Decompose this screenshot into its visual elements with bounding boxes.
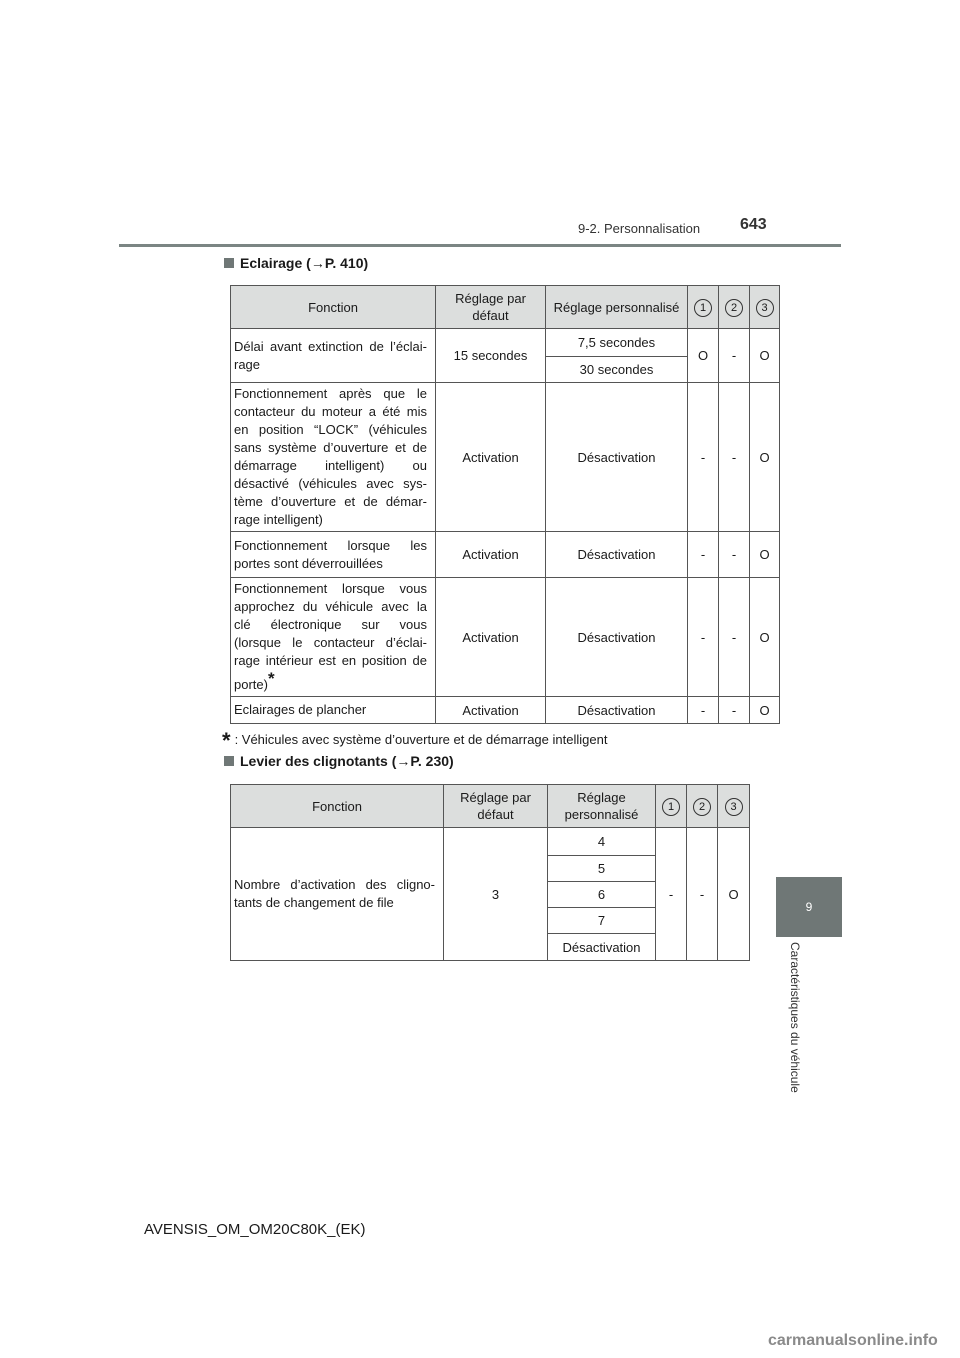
- cell-perso: Désactivation: [546, 532, 688, 578]
- footnote-marker: *: [267, 669, 275, 688]
- cell-perso: Désactivation: [546, 383, 688, 532]
- watermark: carmanualsonline.info: [768, 1332, 938, 1349]
- cell-perso: 6: [548, 882, 656, 908]
- circled-2-icon: 2: [725, 299, 743, 317]
- cell-c2: -: [719, 383, 750, 532]
- section-title-clignotants: [224, 753, 454, 769]
- cell-fonction: Délai avant extinction de l’éclai-rage: [231, 329, 436, 383]
- section-title-eclairage: [224, 255, 368, 271]
- cell-perso: 5: [548, 856, 656, 882]
- cell-defaut: Activation: [436, 578, 546, 697]
- cell-perso: 7,5 secondes: [546, 329, 688, 357]
- cell-c3: O: [718, 828, 750, 961]
- header-fonction: Fonction: [231, 785, 444, 828]
- section-title-text: Eclairage (→P. 410): [240, 255, 369, 271]
- cell-perso: Désactivation: [546, 578, 688, 697]
- cell-c3: O: [750, 329, 780, 383]
- circled-1-icon: 1: [694, 299, 712, 317]
- cell-defaut: 15 secondes: [436, 329, 546, 383]
- cell-c1: -: [688, 578, 719, 697]
- table-clignotants: [230, 784, 750, 961]
- cell-fonction: Nombre d’activation des cligno-tants de changement de file: [231, 828, 444, 961]
- chapter-number: 9: [805, 900, 813, 914]
- cell-c1: -: [688, 532, 719, 578]
- header-defaut: Réglage par défaut: [436, 286, 546, 329]
- circled-3-icon: 3: [756, 299, 774, 317]
- cell-perso: 30 secondes: [546, 357, 688, 383]
- cell-perso: Désactivation: [546, 697, 688, 724]
- cell-fonction: Eclairages de plancher: [231, 697, 436, 724]
- circled-2-icon: 2: [693, 798, 711, 816]
- chapter-label: Caractéristiques du véhicule: [788, 942, 802, 1093]
- cell-fonction-text: Fonctionnement lorsque vous approchez du véhicule avec la clé électronique sur vous (lorsque le contacteur d’éclai-rage intérieur est en position de porte): [234, 581, 427, 692]
- chapter-tab: [776, 877, 842, 937]
- header-defaut: Réglage par défaut: [444, 785, 548, 828]
- cell-defaut: Activation: [436, 697, 546, 724]
- cell-fonction: [231, 578, 436, 697]
- cell-c1: O: [688, 329, 719, 383]
- cell-c3: O: [750, 532, 780, 578]
- circled-1-icon: 1: [662, 798, 680, 816]
- cell-c3: O: [750, 697, 780, 724]
- cell-fonction: Fonctionnement après que le contacteur du moteur a été mis en position “LOCK” (véhicules sans système d’ouverture et de démarrage intelligent) ou désactivé (véhicules avec sys-tème d’ouverture et de démar-rage intelligent): [231, 383, 436, 532]
- header-perso: Réglage personnalisé: [548, 785, 656, 828]
- table-row: [231, 383, 780, 532]
- page-number: 643: [740, 216, 767, 233]
- cell-defaut: Activation: [436, 532, 546, 578]
- cell-perso: Désactivation: [548, 934, 656, 961]
- cell-c3: O: [750, 578, 780, 697]
- cell-c2: -: [719, 697, 750, 724]
- square-bullet-icon: [224, 258, 234, 268]
- table-header-row: [231, 785, 750, 828]
- footnote-text: : Véhicules avec système d’ouverture et de démarrage intelligent: [234, 732, 608, 747]
- cell-c3: O: [750, 383, 780, 532]
- cell-defaut: 3: [444, 828, 548, 961]
- table-eclairage: [230, 285, 780, 724]
- table-row: [231, 828, 750, 856]
- table-row: [231, 329, 780, 357]
- table-row: [231, 697, 780, 724]
- circled-3-icon: 3: [725, 798, 743, 816]
- document-code: AVENSIS_OM_OM20C80K_(EK): [144, 1221, 366, 1238]
- cell-c2: -: [719, 329, 750, 383]
- square-bullet-icon: [224, 756, 234, 766]
- cell-perso: 4: [548, 828, 656, 856]
- cell-c2: -: [687, 828, 718, 961]
- header-perso: Réglage personnalisé: [546, 286, 688, 329]
- header-fonction: Fonction: [231, 286, 436, 329]
- section-title-text: Levier des clignotants (→P. 230): [240, 753, 454, 769]
- table-row: [231, 578, 780, 697]
- cell-c1: -: [688, 697, 719, 724]
- cell-perso: 7: [548, 908, 656, 934]
- footnote-star: *: [222, 728, 231, 753]
- footnote: [222, 728, 607, 754]
- cell-c2: -: [719, 532, 750, 578]
- header-divider: [119, 244, 841, 247]
- cell-defaut: Activation: [436, 383, 546, 532]
- cell-c1: -: [688, 383, 719, 532]
- section-header: 9-2. Personnalisation: [578, 221, 701, 236]
- cell-c2: -: [719, 578, 750, 697]
- cell-fonction: Fonctionnement lorsque les portes sont déverrouillées: [231, 532, 436, 578]
- table-header-row: [231, 286, 780, 329]
- cell-c1: -: [656, 828, 687, 961]
- table-row: [231, 532, 780, 578]
